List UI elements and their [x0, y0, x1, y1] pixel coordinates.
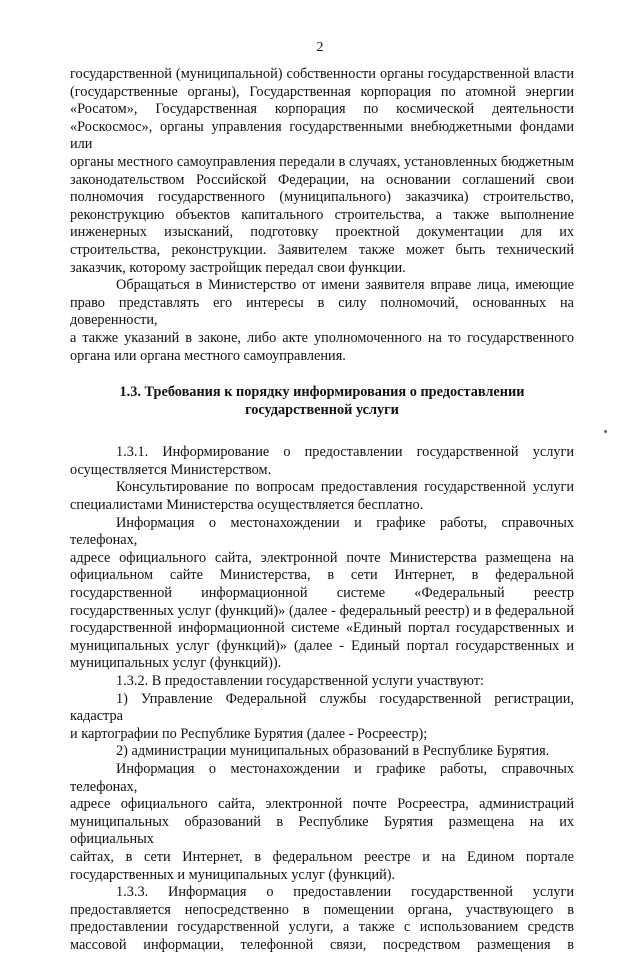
paragraph-line: сайтах, в сети Интернет, в федеральном реестре и на Едином портале	[70, 848, 574, 865]
section-intro	[70, 66, 574, 365]
paragraph-line: предоставлении государственной услуги, а также с использованием средств	[70, 919, 574, 936]
paragraph-line: муниципальных образований в Республике Бурятия размещена на их официальных	[70, 813, 574, 848]
paragraph-line: право представлять его интересы в силу полномочий, основанных на доверенности,	[70, 294, 574, 329]
paragraph-line: муниципальных услуг (функций)» (далее - Единый портал государственных и	[70, 637, 574, 654]
paragraph-line: «Роскосмос», органы управления государственными внебюджетными фондами или	[70, 118, 574, 153]
paragraph-line: Обращаться в Министерство от имени заявителя вправе лица, имеющие	[116, 277, 574, 294]
paragraph-line: Информация о местонахождении и графике работы, справочных телефонах,	[70, 514, 574, 549]
paragraph-line: органы местного самоуправления передали в случаях, установленных бюджетным	[70, 153, 574, 170]
paragraph-line: а также указаний в законе, либо акте уполномоченного на то государственного	[70, 329, 574, 346]
paragraph-line: реконструкцию объектов капитального строительства, а также выполнение	[70, 206, 574, 223]
paragraph-line: предоставляется непосредственно в помещении органа, участвующего в	[70, 901, 574, 918]
paragraph-line: муниципальных услуг (функций)).	[70, 655, 282, 672]
paragraph-line: государственных и муниципальных услуг (функций).	[70, 866, 396, 883]
paragraph-line: адресе официального сайта, электронной почте Росреестра, администраций	[70, 796, 574, 813]
paragraph-line: 1.3.3. Информация о предоставлении государственной услуги	[116, 884, 574, 901]
paragraph-line: специалистами Министерства осуществляется бесплатно.	[70, 497, 424, 514]
paragraph-line: инженерных изысканий, подготовку проектной документации для их	[70, 224, 574, 241]
scan-speck	[604, 430, 607, 433]
paragraph-line: Консультирование по вопросам предоставления государственной услуги	[116, 479, 574, 496]
document-body	[70, 66, 574, 955]
paragraph-line: (государственные органы), Государственная корпорация по атомной энергии	[70, 83, 574, 100]
paragraph-line: заказчик, которому застройщик передал свои функции.	[70, 259, 406, 276]
paragraph-line: 1.3.1. Информирование о предоставлении государственной услуги	[116, 444, 574, 461]
paragraph-line: 2) администрации муниципальных образований в Республике Бурятия.	[116, 743, 550, 760]
section-heading	[70, 384, 574, 419]
paragraph-line: Информация о местонахождении и графике работы, справочных телефонах,	[70, 760, 574, 795]
paragraph-line: государственных услуг (функций)» (далее - федеральный реестр) и в федеральной	[70, 602, 574, 619]
section-heading-line: 1.3. Требования к порядку информирования о предоставлении	[119, 384, 525, 401]
paragraph-line: осуществляется Министерством.	[70, 461, 272, 478]
paragraph-line: 1.3.2. В предоставлении государственной услуги участвуют:	[116, 673, 485, 689]
paragraph-line: строительства, реконструкции. Заявителем также может быть технический	[70, 241, 574, 258]
paragraph-line: полномочия государственного (муниципального) заказчика) строительство,	[70, 189, 574, 206]
paragraph-line: 1) Управление Федеральной службы государственной регистрации, кадастра	[70, 690, 574, 725]
page-number: 2	[316, 40, 324, 55]
paragraph-line: адресе официального сайта, электронной почте Министерства размещена на	[70, 549, 574, 566]
paragraph-line: государственной информационной системе «Федеральный реестр	[70, 585, 574, 602]
paragraph-line: органа или органа местного самоуправления.	[70, 347, 346, 364]
paragraph-line: законодательством Российской Федерации, на основании соглашений свои	[70, 171, 574, 188]
section-informing	[70, 444, 574, 954]
paragraph-line: государственной (муниципальной) собственности органы государственной власти	[70, 66, 574, 82]
paragraph-line: государственной информационной системе «Единый портал государственных и	[70, 620, 574, 637]
paragraph-line: массовой информации, телефонной связи, посредством размещения в	[70, 936, 574, 953]
section-heading-line: государственной услуги	[245, 401, 399, 418]
paragraph-line: официальном сайте Министерства, в сети Интернет, в федеральной	[70, 567, 574, 584]
paragraph-line: «Росатом», Государственная корпорация по космической деятельности	[70, 101, 574, 118]
paragraph-line: и картографии по Республике Бурятия (далее - Росреестр);	[70, 725, 428, 742]
